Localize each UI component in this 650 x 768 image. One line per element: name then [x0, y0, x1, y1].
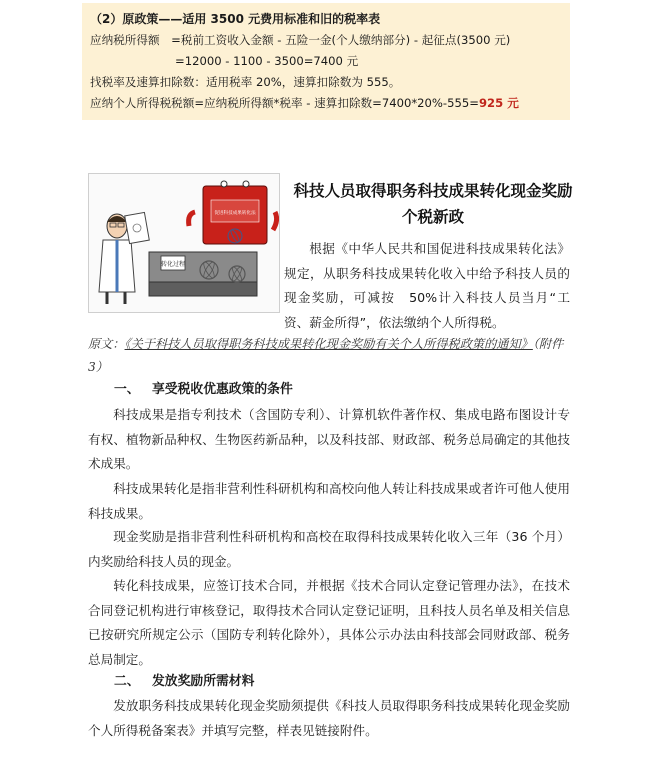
machine-label: 转化过程 [160, 261, 186, 268]
source-suffix: （附件 3） [88, 337, 564, 374]
calc-line-taxable-income: 应纳税所得额 =税前工资收入金额 - 五险一金(个人缴纳部分) - 起征点(3500 元) [90, 33, 511, 47]
source-prefix: 原文： [88, 337, 125, 351]
section-heading-materials [114, 671, 254, 693]
section-number: 二、 [114, 674, 140, 689]
cartoon-illustration [89, 174, 279, 312]
source-document-link[interactable]: 《关于科技人员取得职务科技成果转化现金奖励有关个人所得税政策的通知》 [124, 337, 533, 351]
calc-formula: 应纳个人所得税税额=应纳税所得额*税率 - 速算扣除数=7400*20%-555= [90, 96, 479, 110]
calc-line-rate: 找税率及速算扣除数：适用税率 20%，速算扣除数为 555。 [90, 75, 401, 89]
article-title: 科技人员取得职务科技成果转化现金奖励个税新政 [293, 182, 573, 226]
section-heading-text: 发放奖励所需材料 [152, 674, 255, 689]
calc-line-taxable-value: =12000 - 1100 - 3500=7400 元 [175, 54, 359, 68]
article-intro: 根据《中华人民共和国促进科技成果转化法》规定，从职务科技成果转化收入中给予科技人员的现金奖励，可减按 50%计入科技人员当月“工资、薪金所得”，依法缴纳个人所得税。 [284, 241, 570, 330]
source-reference [88, 333, 576, 379]
paragraph-achievement-transfer: 科技成果转化是指非营利性科研机构和高校向他人转让科技成果或者许可他人使用科技成果。 [88, 481, 570, 521]
policy-illustration [88, 173, 280, 313]
tax-calculation-box [82, 3, 570, 120]
conversion-machine [149, 252, 257, 296]
law-sign-text: 促进科技成果转化法 [214, 211, 256, 216]
section-heading-text: 享受税收优惠政策的条件 [152, 382, 293, 397]
paragraph-tech-achievement: 科技成果是指专利技术（含国防专利）、计算机软件著作权、集成电路布图设计专有权、植物新品种权、生物医药新品种，以及科技部、财政部、税务总局确定的其他技术成果。 [88, 407, 570, 471]
calc-title: （2）原政策——适用 3500 元费用标准和旧的税率表 [90, 12, 381, 26]
paragraph-required-materials: 发放职务科技成果转化现金奖励须提供《科技人员取得职务科技成果转化现金奖励个人所得税备案表》并填写完整，样表见链接附件。 [88, 698, 570, 738]
paragraph-cash-reward: 现金奖励是指非营利性科研机构和高校在取得科技成果转化收入三年（36 个月）内奖励给科技人员的现金。 [88, 529, 570, 569]
calc-result: 925 元 [478, 96, 519, 110]
calc-line-tax-amount [90, 93, 560, 114]
paragraph-technical-contract: 转化科技成果，应签订技术合同，并根据《技术合同认定登记管理办法》，在技术合同登记机构进行审核登记，取得技术合同认定登记证明，且科技人员名单及相关信息已按研究所规定公示（国防专利转化除外），具体公示办法由科技部会同财政部、税务总局制定。 [88, 578, 570, 667]
section-number: 一、 [114, 382, 140, 397]
section-heading-conditions [114, 379, 293, 401]
